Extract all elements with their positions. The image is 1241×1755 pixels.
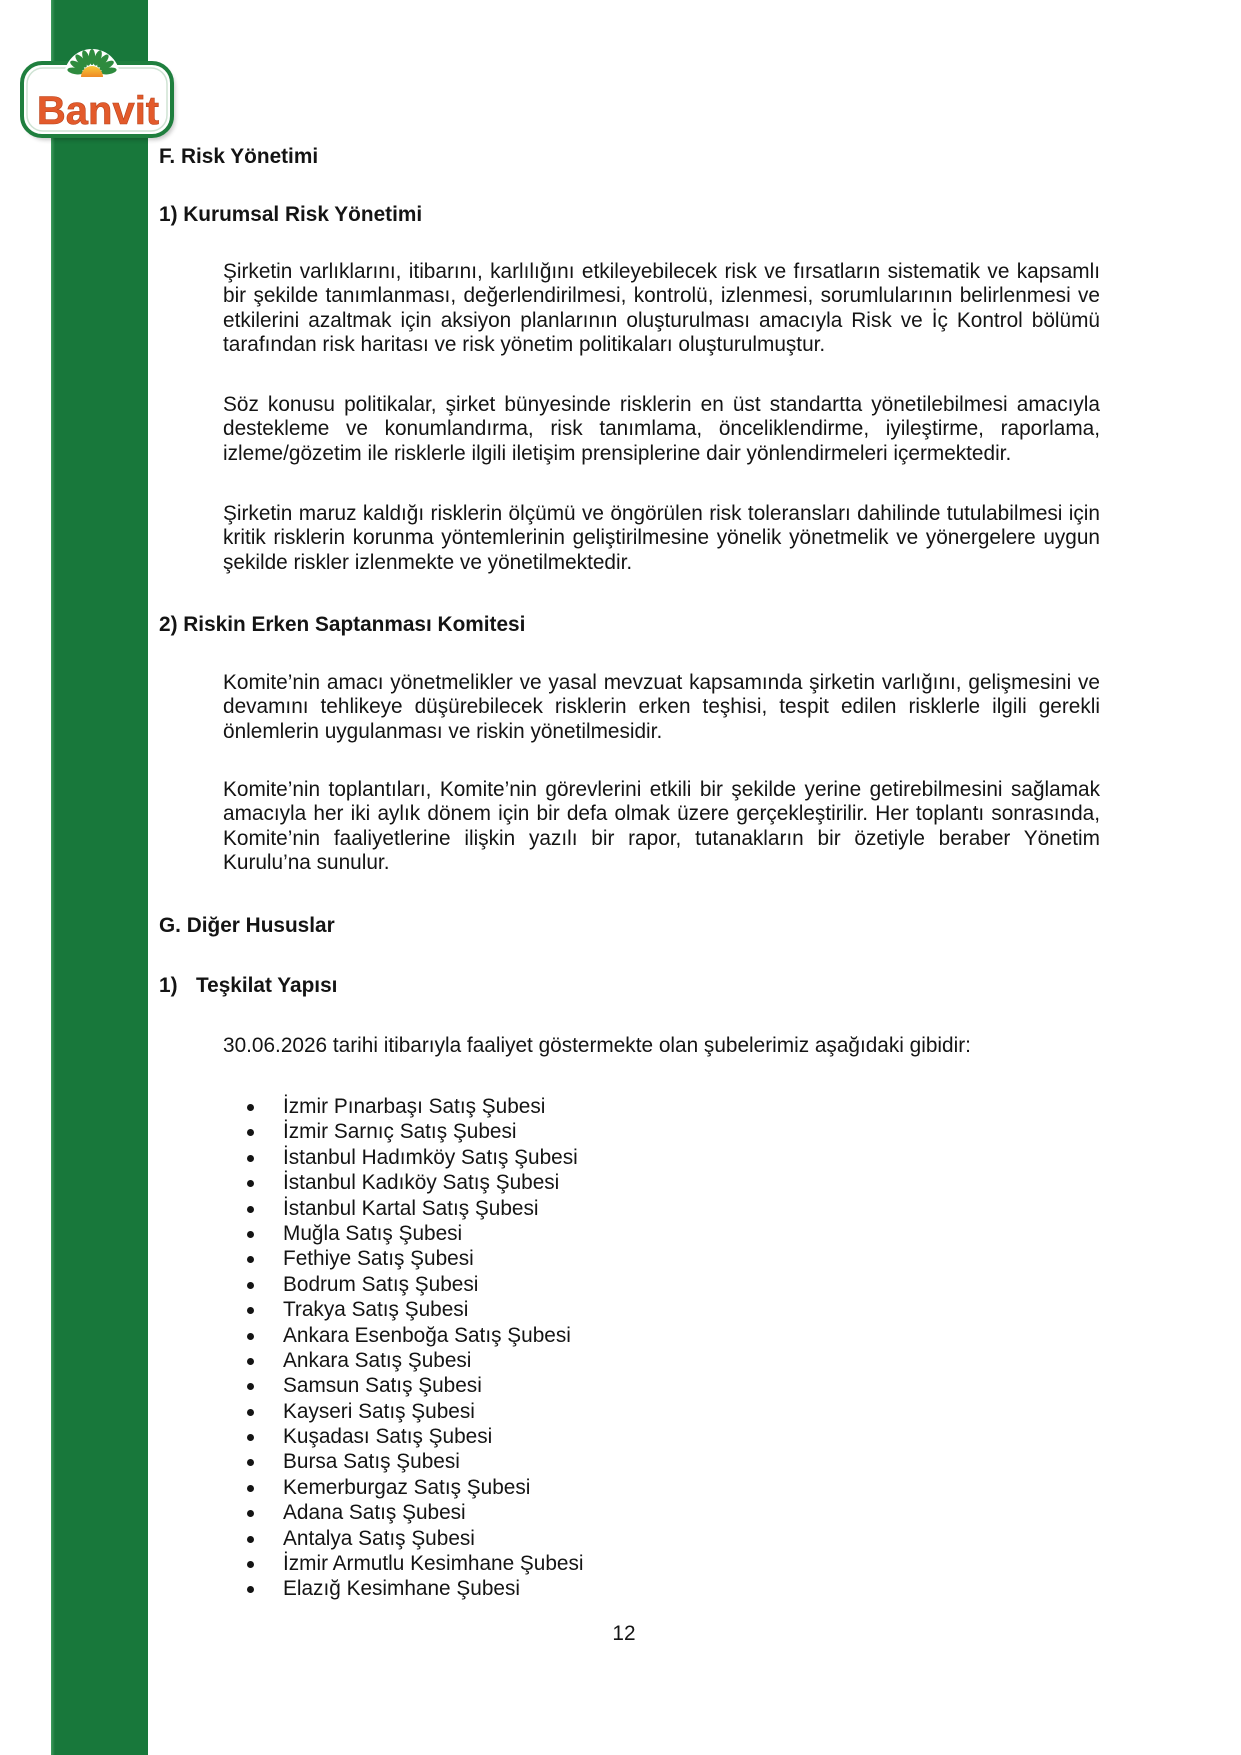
paragraph <box>223 260 1100 357</box>
branch-list-item <box>0 1272 800 1297</box>
bullet-icon <box>247 1307 254 1314</box>
paragraph-line: devamını tehlikeye düşürebilecek risklerin erken teşhisi, tespit edilen risklerle ilgili gerekli <box>223 695 1100 719</box>
branch-name: Adana Satış Şubesi <box>283 1501 466 1525</box>
paragraph-line: Komite’nin toplantıları, Komite’nin görevlerini etkili bir şekilde yerine getirebilmesini sağlamak <box>223 778 1100 801</box>
subsection-number: 1) <box>159 974 178 997</box>
branch-list-item <box>0 1119 800 1144</box>
bullet-icon <box>247 1459 254 1466</box>
branch-list-item <box>0 1221 800 1246</box>
bullet-icon <box>247 1282 254 1289</box>
bullet-icon <box>247 1180 254 1187</box>
paragraph-line: Şirketin varlıklarını, itibarını, karlılığını etkileyebilecek risk ve fırsatların sistematik ve kapsamlı <box>223 260 1100 283</box>
paragraph-line: Komite’nin amacı yönetmelikler ve yasal mevzuat kapsamında şirketin varlığını, gelişmesini ve <box>223 671 1100 694</box>
branch-list-item <box>0 1500 800 1525</box>
branch-name: Trakya Satış Şubesi <box>283 1298 469 1322</box>
bullet-icon <box>247 1561 254 1568</box>
bullet-icon <box>247 1586 254 1593</box>
banvit-logo <box>14 44 180 146</box>
branches-intro: 30.06.2026 tarihi itibarıyla faaliyet göstermekte olan şubelerimiz aşağıdaki gibidir: <box>223 1034 971 1057</box>
paragraph-line: Komite’nin faaliyetlerine ilişkin yazılı bir rapor, tutanakların bir özetiyle beraber Yönetim <box>223 826 1100 850</box>
branch-name: Kayseri Satış Şubesi <box>283 1399 475 1423</box>
bullet-icon <box>247 1155 254 1162</box>
branch-name: İzmir Pınarbaşı Satış Şubesi <box>283 1095 546 1118</box>
branch-list-item <box>0 1348 800 1373</box>
branch-list-item <box>0 1094 800 1119</box>
branch-list-item <box>0 1399 800 1424</box>
paragraph-line: amacıyla her iki aylık dönem için bir defa olmak üzere gerçekleştirilir. Her toplantı sonrasında, <box>223 802 1100 826</box>
subsection-risk-committee-heading: 2) Riskin Erken Saptanması Komitesi <box>159 613 526 636</box>
paragraph-line: destekleme ve konumlandırma, risk tanımlama, önceliklendirme, iyileştirme, raporlama, <box>223 417 1100 441</box>
branch-list-item <box>0 1576 800 1601</box>
bullet-icon <box>247 1536 254 1543</box>
paragraph-line: Şirketin maruz kaldığı risklerin ölçümü ve öngörülen risk toleransları dahilinde tutulabilmesi için <box>223 502 1100 525</box>
paragraph <box>223 502 1100 575</box>
bullet-icon <box>247 1485 254 1492</box>
branch-name: Bursa Satış Şubesi <box>283 1450 460 1474</box>
branch-list-item <box>0 1373 800 1398</box>
branch-list-item <box>0 1475 800 1500</box>
section-g-heading: G. Diğer Hususlar <box>159 914 335 937</box>
bullet-icon <box>247 1434 254 1441</box>
branch-list-item <box>0 1551 800 1576</box>
bullet-icon <box>247 1333 254 1340</box>
branch-name: Bodrum Satış Şubesi <box>283 1272 479 1296</box>
branch-list-item <box>0 1196 800 1221</box>
paragraph <box>223 671 1100 744</box>
branch-name: Kuşadası Satış Şubesi <box>283 1425 493 1449</box>
branch-name: Antalya Satış Şubesi <box>283 1526 475 1550</box>
paragraph-line: bir şekilde tanımlanması, değerlendirilmesi, kontrolü, izlenmesi, sorumlularının belirlenmesi ve <box>223 284 1100 308</box>
branch-list-item <box>0 1526 800 1551</box>
paragraph-line: kritik risklerin korunma yöntemlerinin geliştirilmesine yönelik yönetmelik ve yönergelere uygun <box>223 526 1100 550</box>
branch-list-item <box>0 1145 800 1170</box>
branch-name: İzmir Sarnıç Satış Şubesi <box>283 1120 517 1144</box>
branch-list-item <box>0 1246 800 1271</box>
bullet-icon <box>247 1129 254 1136</box>
paragraph-line: izleme/gözetim ile risklerle ilgili iletişim prensiplerine dair yönlendirmeleri içermektedir. <box>223 441 1012 465</box>
bullet-icon <box>247 1510 254 1517</box>
branch-name: İzmir Armutlu Kesimhane Şubesi <box>283 1552 584 1576</box>
branch-name: Ankara Satış Şubesi <box>283 1348 472 1372</box>
section-f-heading: F. Risk Yönetimi <box>159 145 319 168</box>
branch-list-item <box>0 1170 800 1195</box>
branch-name: Samsun Satış Şubesi <box>283 1374 482 1398</box>
branch-name: Kemerburgaz Satış Şubesi <box>283 1475 531 1499</box>
branch-name: Muğla Satış Şubesi <box>283 1221 463 1245</box>
branch-name: Fethiye Satış Şubesi <box>283 1247 474 1271</box>
paragraph <box>223 393 1100 466</box>
paragraph-line: şekilde riskler izlenmekte ve yönetilmektedir. <box>223 550 633 574</box>
bullet-icon <box>247 1383 254 1390</box>
paragraph-line: Söz konusu politikalar, şirket bünyesinde risklerin en üst standartta yönetilebilmesi amacıyla <box>223 393 1100 416</box>
branch-name: Elazığ Kesimhane Şubesi <box>283 1577 520 1601</box>
page-number: 12 <box>612 1622 636 1645</box>
paragraph-line: Kurulu’na sunulur. <box>223 850 390 874</box>
branch-list-item <box>0 1449 800 1474</box>
branch-list-item <box>0 1323 800 1348</box>
paragraph-line: etkilerini azaltmak için aksiyon planlarının oluşturulması amacıyla Risk ve İç Kontrol bölümü <box>223 308 1100 332</box>
subsection-kurumsal-risk-heading: 1) Kurumsal Risk Yönetimi <box>159 203 423 226</box>
branch-list-item <box>0 1424 800 1449</box>
bullet-icon <box>247 1206 254 1213</box>
branch-name: İstanbul Kadıköy Satış Şubesi <box>283 1171 560 1195</box>
branch-list <box>0 1094 800 1602</box>
branch-name: Ankara Esenboğa Satış Şubesi <box>283 1323 571 1347</box>
bullet-icon <box>247 1231 254 1238</box>
bullet-icon <box>247 1409 254 1416</box>
bullet-icon <box>247 1358 254 1365</box>
logo-emblem-icon <box>64 49 120 77</box>
logo-wordmark: Banvit <box>36 89 160 133</box>
subsection-organization-heading: Teşkilat Yapısı <box>196 974 338 997</box>
bullet-icon <box>247 1104 254 1111</box>
bullet-icon <box>247 1256 254 1263</box>
paragraph-line: önlemlerin uygulanması ve riskin yönetilmesidir. <box>223 719 663 743</box>
paragraph-line: tarafından risk haritası ve risk yönetim politikaları oluşturulmuştur. <box>223 332 826 356</box>
branch-name: İstanbul Kartal Satış Şubesi <box>283 1196 539 1220</box>
branch-name: İstanbul Hadımköy Satış Şubesi <box>283 1145 578 1169</box>
branch-list-item <box>0 1297 800 1322</box>
paragraph <box>223 778 1100 875</box>
